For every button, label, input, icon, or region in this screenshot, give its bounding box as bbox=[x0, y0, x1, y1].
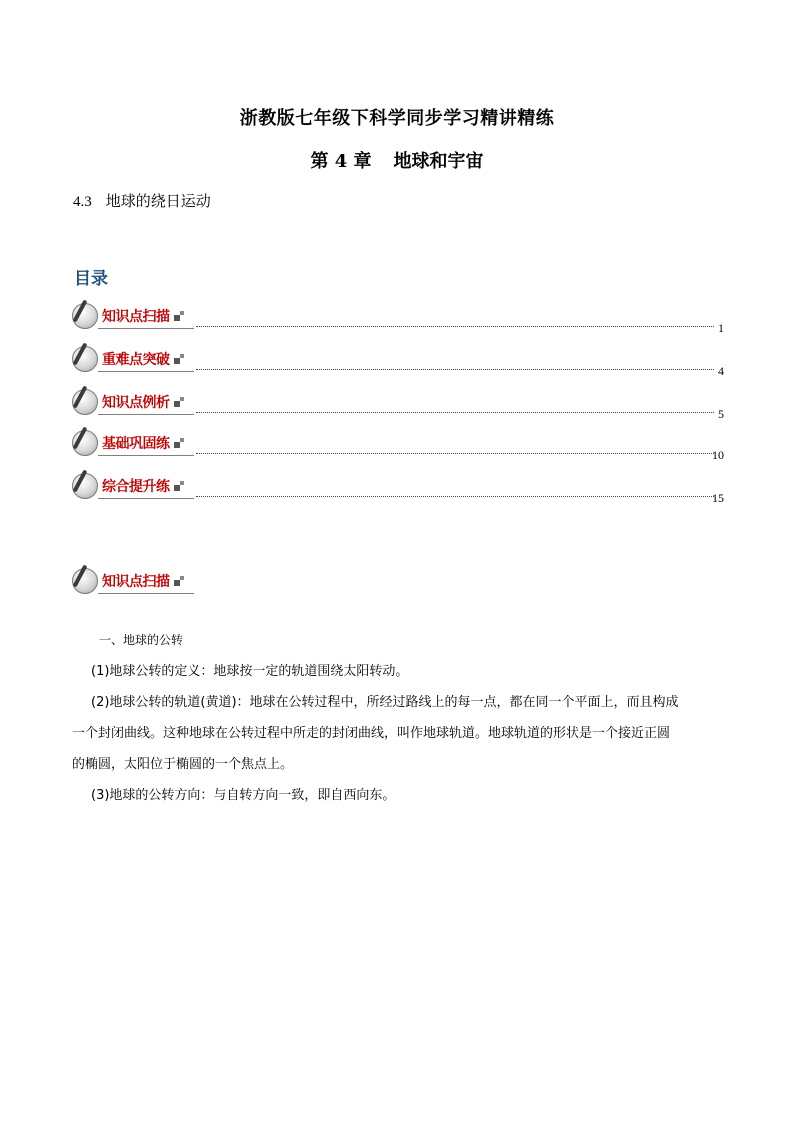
content-paragraph-1: (1)地球公转的定义：地球按一定的轨道围绕太阳转动。 bbox=[91, 664, 409, 679]
page-title: 浙教版七年级下科学同步学习精讲精练 bbox=[239, 108, 555, 129]
square-icon bbox=[174, 358, 180, 364]
section-title bbox=[73, 190, 211, 211]
toc-leader-dots bbox=[196, 453, 714, 454]
square-small-icon bbox=[180, 481, 184, 485]
toc-item-label: 综合提升练 bbox=[102, 479, 170, 495]
square-small-icon bbox=[180, 576, 184, 580]
square-small-icon bbox=[180, 354, 184, 358]
content-paragraph-3: (3)地球的公转方向：与自转方向一致，即自西向东。 bbox=[91, 788, 396, 803]
toc-leader-dots bbox=[196, 496, 714, 497]
content-paragraph-2-line-2: 一个封闭曲线。这种地球在公转过程中所走的封闭曲线，叫作地球轨道。地球轨道的形状是一个接近正圆 bbox=[72, 726, 671, 741]
content-paragraph-2-line-1: (2)地球公转的轨道(黄道)：地球在公转过程中，所经过路线上的每一点，都在同一个平面上，而且构成 bbox=[91, 695, 679, 710]
square-small-icon bbox=[180, 438, 184, 442]
square-icon bbox=[174, 401, 180, 407]
section-number: 4.3 bbox=[73, 194, 92, 210]
chapter-number: 第 4 章 bbox=[310, 151, 372, 172]
toc-leader-dots bbox=[196, 369, 714, 370]
badge-underline bbox=[98, 414, 194, 415]
toc-page-number: 4 bbox=[718, 364, 724, 378]
badge-underline bbox=[98, 328, 194, 329]
toc-item-key-points[interactable] bbox=[70, 344, 724, 380]
toc-item-label: 知识点例析 bbox=[102, 395, 170, 411]
content-body bbox=[72, 625, 724, 811]
section-badge-label: 知识点扫描 bbox=[102, 574, 170, 590]
toc-item-label: 知识点扫描 bbox=[102, 309, 170, 325]
content-paragraph-2-line-3: 的椭圆，太阳位于椭圆的一个焦点上。 bbox=[72, 757, 294, 772]
toc-item-label: 基础巩固练 bbox=[102, 436, 170, 452]
toc-leader-dots bbox=[196, 326, 714, 327]
chapter-name: 地球和宇宙 bbox=[393, 151, 484, 172]
square-small-icon bbox=[180, 311, 184, 315]
toc-badge bbox=[70, 387, 194, 417]
square-icon bbox=[174, 442, 180, 448]
badge-underline bbox=[98, 498, 194, 499]
square-icon bbox=[174, 580, 180, 586]
chapter-title bbox=[0, 147, 794, 173]
toc-item-examples[interactable] bbox=[70, 387, 724, 423]
toc-page-number: 10 bbox=[712, 448, 724, 462]
toc-leader-dots bbox=[196, 412, 714, 413]
square-icon bbox=[174, 315, 180, 321]
content-heading: 一、地球的公转 bbox=[99, 633, 184, 647]
badge-underline bbox=[98, 371, 194, 372]
badge-underline bbox=[98, 455, 194, 456]
square-icon bbox=[174, 485, 180, 491]
toc-badge bbox=[70, 471, 194, 501]
section-name: 地球的绕日运动 bbox=[105, 192, 211, 210]
toc-item-basic-practice[interactable] bbox=[70, 428, 724, 464]
toc-item-label: 重难点突破 bbox=[102, 352, 170, 368]
toc-item-knowledge-scan[interactable] bbox=[70, 301, 724, 337]
toc-badge bbox=[70, 301, 194, 331]
badge-underline bbox=[98, 593, 194, 594]
toc-badge bbox=[70, 344, 194, 374]
toc-heading: 目录 bbox=[74, 269, 108, 289]
section-badge bbox=[70, 566, 194, 598]
toc-badge bbox=[70, 428, 194, 458]
toc-item-advanced-practice[interactable] bbox=[70, 471, 724, 507]
square-small-icon bbox=[180, 397, 184, 401]
toc-page-number: 1 bbox=[718, 321, 724, 335]
toc-page-number: 15 bbox=[712, 491, 724, 505]
toc-page-number: 5 bbox=[718, 407, 724, 421]
